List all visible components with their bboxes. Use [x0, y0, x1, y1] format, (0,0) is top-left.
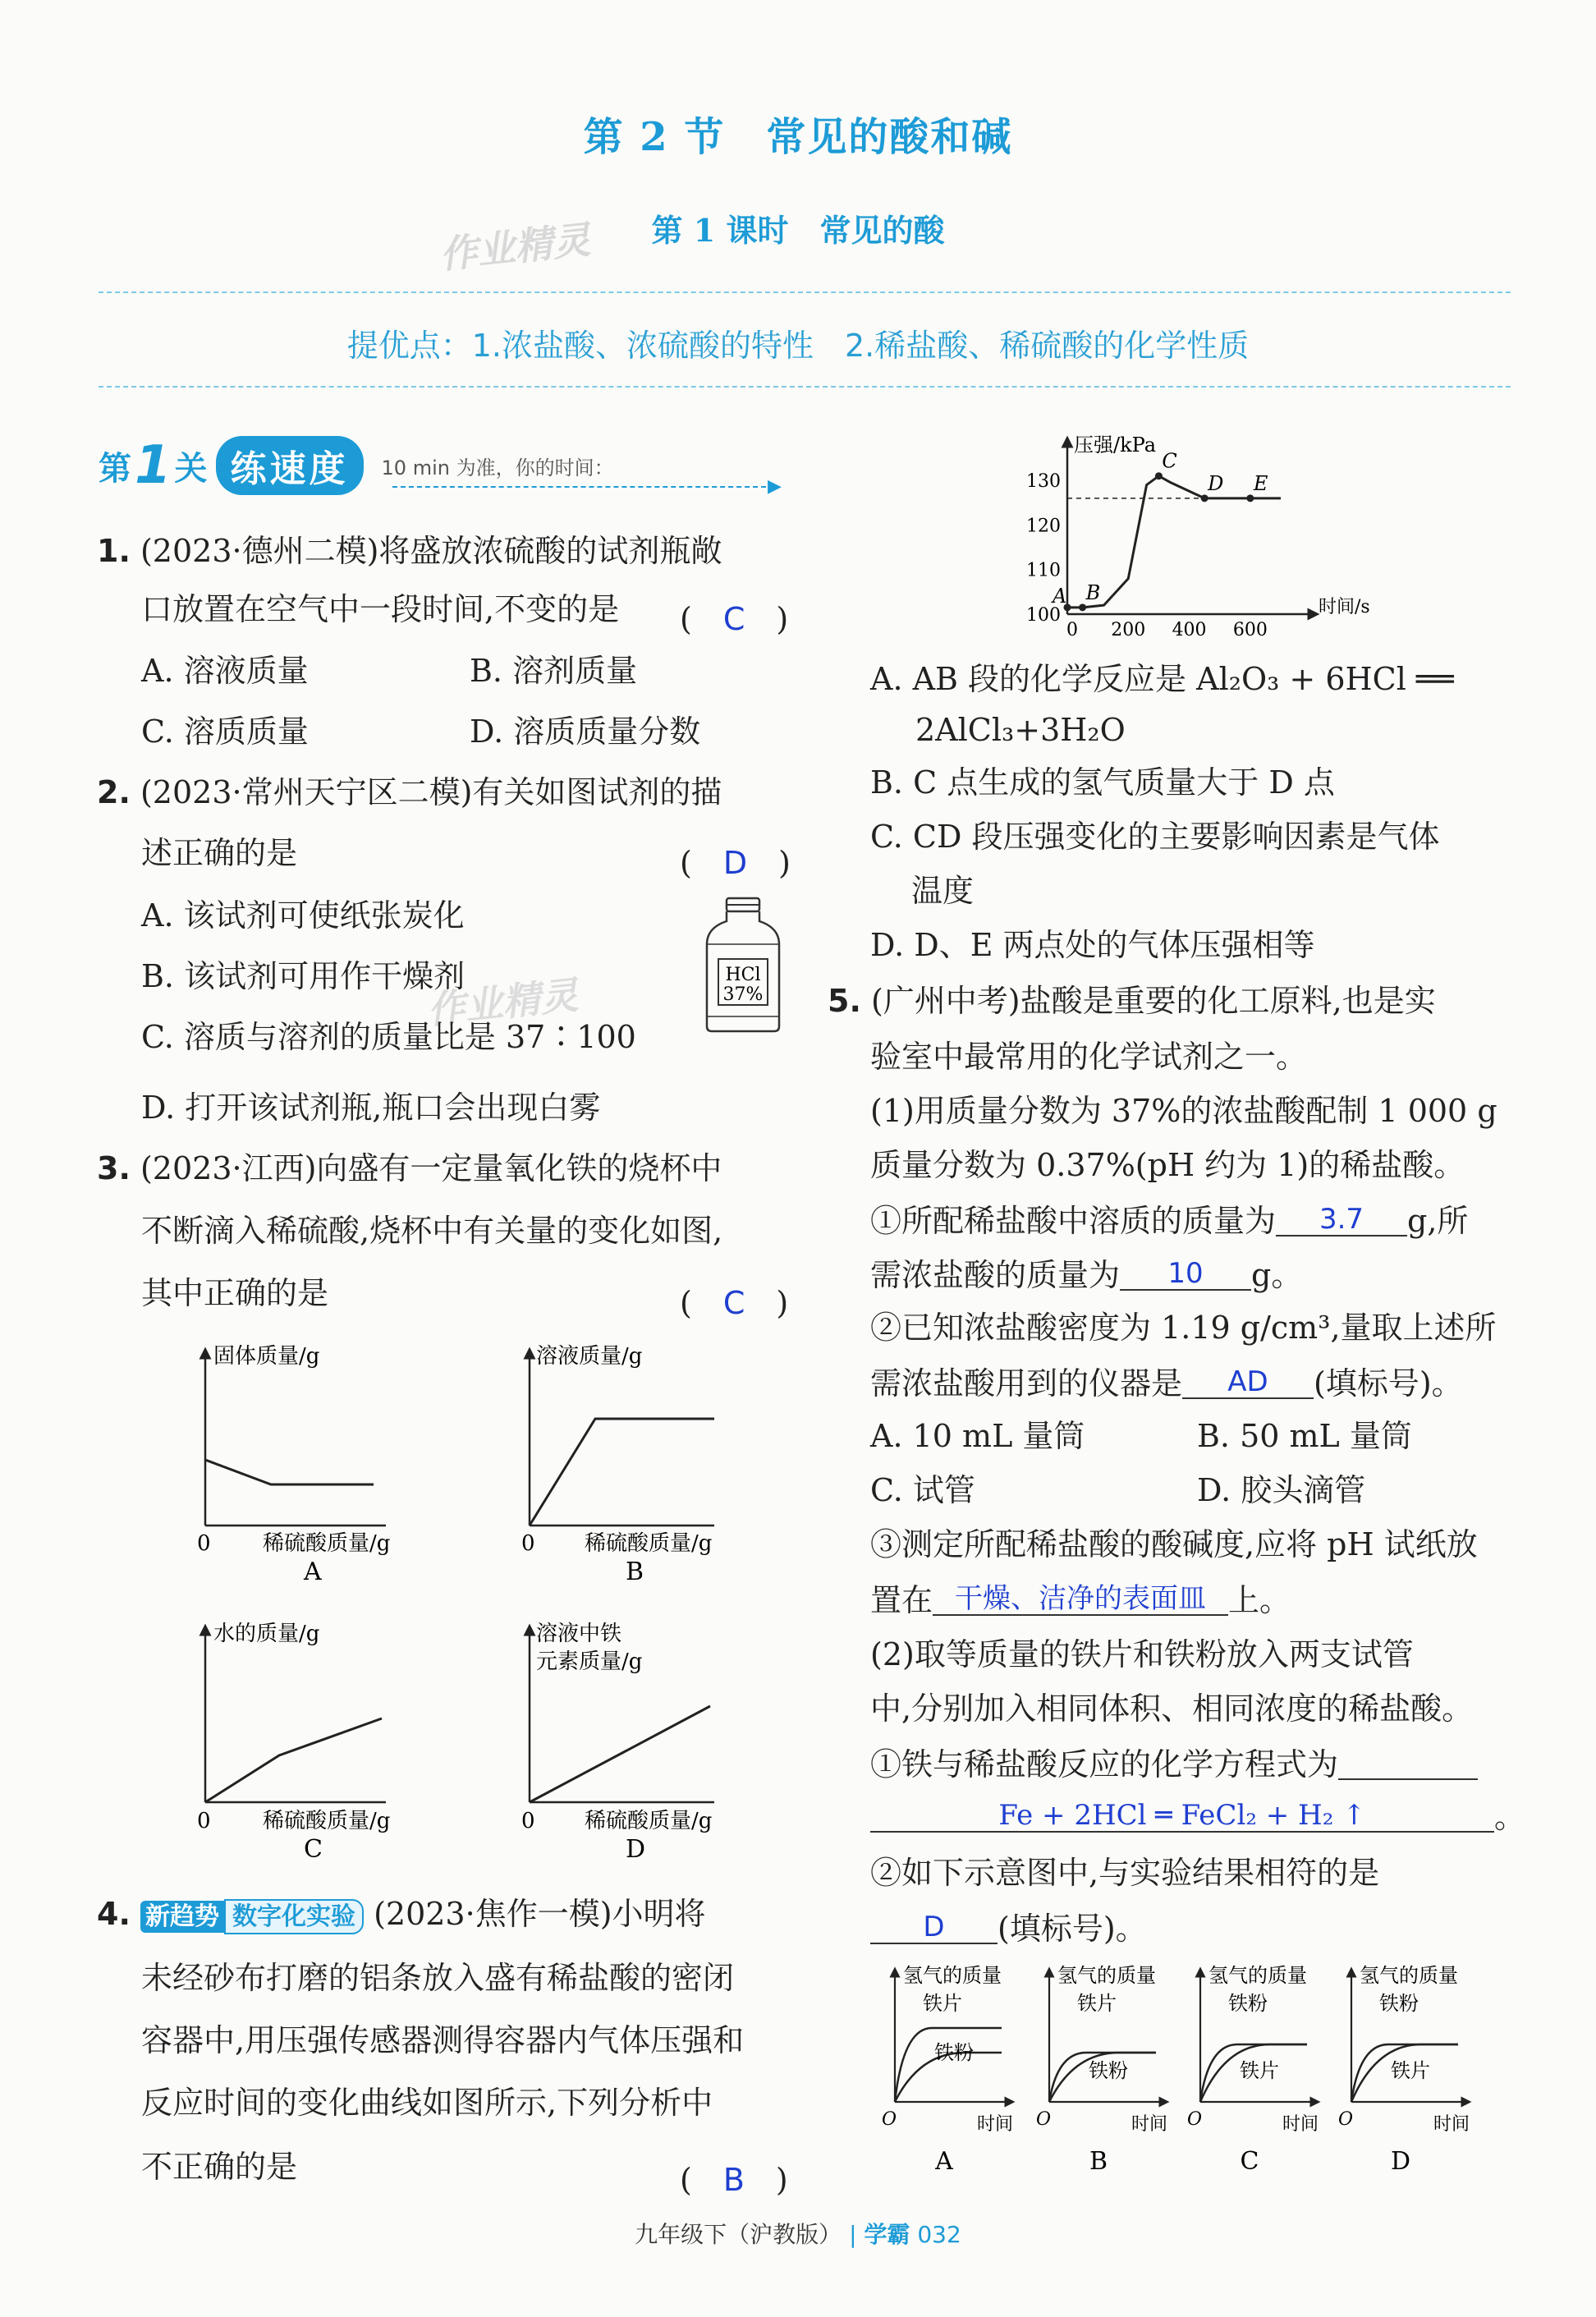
pchart-xtick: 400: [1172, 620, 1207, 640]
q3-graph-d-xlabel: 稀硫酸质量/g: [585, 1809, 713, 1833]
q3-graph-b-xlabel: 稀硫酸质量/g: [585, 1531, 713, 1556]
q3-graph-c: [197, 1622, 390, 1864]
q5-sub3-line1: ③测定所配稀盐酸的酸碱度,应将 pH 试纸放: [870, 1526, 1478, 1562]
q4-stem3: 容器中,用压强传感器测得容器内气体压强和: [141, 2022, 745, 2058]
q3-graph-c-xlabel: 稀硫酸质量/g: [263, 1809, 391, 1833]
h-graph-xlabel: 时间: [1131, 2114, 1168, 2135]
q4-answer: B: [722, 2162, 745, 2198]
footer-sep: |: [849, 2221, 857, 2248]
h-graph-ylabel: 氢气的质量: [1057, 1964, 1156, 1987]
timer-label: 10 min 为准，你的时间：: [381, 456, 614, 479]
q5-part1-line1: (1)用质量分数为 37%的浓盐酸配制 1 000 g: [870, 1093, 1497, 1129]
q1-stem1: (2023·德州二模)将盛放浓硫酸的试剂瓶敞: [140, 533, 722, 569]
q5-t2-answer: D: [870, 1911, 998, 1944]
q3-answer: C: [722, 1285, 745, 1321]
section-title: 第 2 节 常见的酸和碱: [583, 114, 1013, 160]
q5-t1-line2: [870, 1800, 1525, 1833]
q3-graph-c-letter: C: [304, 1835, 323, 1864]
q4-stem-line1: [97, 1898, 706, 1933]
q3-stem-line1: [97, 1150, 722, 1186]
pchart-ytick: 120: [1026, 516, 1061, 537]
q5-graphs: [870, 1962, 1527, 2176]
q2-stem-line1: [97, 774, 722, 810]
q3-graph-a-xlabel: 稀硫酸质量/g: [263, 1531, 391, 1556]
level-suffix: 关: [174, 449, 208, 488]
pchart-point: [1155, 472, 1163, 479]
q5-sub2-answer: AD: [1182, 1366, 1314, 1399]
q4-stem2: 未经砂布打磨的铝条放入盛有稀盐酸的密闭: [141, 1960, 735, 1996]
q4-stem1: (2023·焦作一模)小明将: [374, 1896, 706, 1932]
q2-answer-paren: ( D ): [680, 845, 791, 881]
q5-sub3-text: 置在: [870, 1582, 933, 1618]
pchart-point-label: B: [1085, 580, 1101, 604]
h-graph-letter: C: [1240, 2147, 1259, 2176]
q1-opt-b: B. 溶剂质量: [470, 653, 638, 689]
q3-graph-c-origin: 0: [197, 1809, 211, 1833]
q3-curve-d: [530, 1706, 710, 1802]
pchart-point: [1246, 494, 1254, 502]
q4-opt-c-line2: 温度: [911, 873, 975, 909]
q3-graph-a: [197, 1344, 390, 1586]
pchart-xlabel: 时间/s: [1319, 597, 1370, 617]
q5-t2-line1: ②如下示意图中,与实验结果相符的是: [870, 1855, 1380, 1891]
h-graph-top-label: 铁粉: [1379, 1992, 1419, 2015]
level-number: 1: [135, 435, 172, 496]
pchart-ylabel: 压强/kPa: [1074, 434, 1157, 457]
pchart-ytick: 110: [1026, 560, 1061, 581]
q4-opt-d: D. D、E 两点处的气体压强相等: [870, 927, 1315, 963]
q4-tag-digital: 数字化实验: [224, 1899, 364, 1934]
q3-number: 3.: [97, 1150, 131, 1186]
q5-part1-line2: 质量分数为 0.37%(pH 约为 1)的稀盐酸。: [870, 1147, 1465, 1183]
q3-stem2: 不断滴入稀硫酸,烧杯中有关量的变化如图,: [141, 1213, 723, 1249]
q2-opt-b: B. 该试剂可用作干燥剂: [141, 958, 466, 994]
h-graph-top-label: 铁片: [1077, 1992, 1117, 2015]
h-graph-origin: O: [882, 2109, 897, 2130]
q5-part2-line1: (2)取等质量的铁片和铁粉放入两支试管: [870, 1636, 1414, 1672]
watermark-2: 作业精灵: [424, 972, 580, 1033]
q3-graph-b-ylabel: 溶液质量/g: [536, 1344, 643, 1369]
h-graph-ylabel: 氢气的质量: [1360, 1964, 1458, 1987]
q3-graph-b: [521, 1344, 714, 1586]
q3-stem1: (2023·江西)向盛有一定量氧化铁的烧杯中: [140, 1150, 722, 1186]
h-graph-letter: D: [1390, 2147, 1411, 2176]
q4-opt-a-line2: 2AlCl₃+3H₂O: [915, 712, 1126, 748]
q5-stem1: (广州中考)盐酸是重要的化工原料,也是实: [870, 983, 1436, 1019]
pchart-xtick: 0: [1066, 620, 1078, 640]
q5-sub3-line2: [870, 1583, 1291, 1616]
q3-graph-c-ylabel: 水的质量/g: [213, 1622, 320, 1646]
q1-answer-paren: ( C ): [680, 601, 789, 637]
h-graph-curve-fast: [895, 2028, 1002, 2102]
q3-graph-a-letter: A: [304, 1558, 322, 1586]
q5-opt-a: A. 10 mL 量筒: [870, 1418, 1085, 1454]
q5-part2-line2: 中,分别加入相同体积、相同浓度的稀盐酸。: [870, 1691, 1474, 1727]
q5-t2-line2: [870, 1911, 1147, 1947]
bottle-label-formula: HCl: [725, 965, 761, 985]
q5-opt-d: D. 胶头滴管: [1197, 1472, 1366, 1508]
q5-sub2-tail: (填标号)。: [1314, 1365, 1463, 1402]
q1-stem2: 口放置在空气中一段时间,不变的是: [141, 591, 620, 627]
pchart-point: [1201, 494, 1208, 502]
q2-opt-d: D. 打开该试剂瓶,瓶口会出现白雾: [141, 1090, 601, 1126]
h-graph-letter: B: [1089, 2147, 1108, 2176]
pchart-ytick: 100: [1026, 605, 1061, 626]
pchart-point: [1079, 603, 1086, 611]
h-graph-xlabel: 时间: [1282, 2114, 1319, 2135]
footer: [0, 2217, 1596, 2250]
q2-stem2: 述正确的是: [141, 835, 298, 871]
q2-opt-c: C. 溶质与溶剂的质量比是 37∶100: [141, 1019, 636, 1055]
q5-t1-blank: [1338, 1747, 1478, 1780]
q5-sub1-line2: [870, 1258, 1302, 1291]
q1-opt-c: C. 溶质质量: [141, 713, 309, 750]
h-graph-bottom-label: 铁片: [1391, 2059, 1430, 2082]
q5-sub1-tail: g,所: [1407, 1203, 1469, 1239]
q5-t1-text: ①铁与稀盐酸反应的化学方程式为: [870, 1746, 1339, 1782]
q4-opt-c-line1: C. CD 段压强变化的主要影响因素是气体: [870, 819, 1440, 855]
q3-graph-d-origin: 0: [521, 1809, 535, 1833]
h-graph-origin: O: [1338, 2109, 1354, 2130]
q5-t1-answer: Fe + 2HCl ═ FeCl₂ + H₂ ↑: [870, 1800, 1494, 1833]
q2-number: 2.: [97, 774, 131, 810]
q5-sub1-text: ①所配稀盐酸中溶质的质量为: [870, 1203, 1277, 1239]
pchart-point-label: C: [1162, 449, 1177, 473]
level-badge: 练速度: [216, 436, 364, 495]
q3-graph-b-origin: 0: [521, 1531, 535, 1556]
h-graph-xlabel: 时间: [977, 2114, 1014, 2135]
footer-grade: 九年级下（沪教版）: [635, 2221, 842, 2248]
arrow-icon: ▶: [768, 476, 782, 497]
pchart-xtick: 200: [1111, 620, 1146, 640]
h-graph-top-label: 铁片: [923, 1992, 962, 2015]
bottle-label-percent: 37%: [722, 984, 764, 1005]
q1-answer: C: [722, 601, 745, 637]
h-graph-origin: O: [1187, 2109, 1203, 2130]
footer-page: 032: [917, 2221, 961, 2248]
h-graph-xlabel: 时间: [1433, 2114, 1470, 2135]
q3-graph-d: [521, 1622, 714, 1864]
h-graph-origin: O: [1036, 2109, 1052, 2130]
q3-graph-d-letter: D: [626, 1835, 646, 1864]
h-graph-bottom-label: 铁片: [1240, 2059, 1279, 2082]
q5-sub1-answer: 3.7: [1276, 1204, 1407, 1236]
q5-sub1b-answer: 10: [1120, 1258, 1251, 1291]
lesson-title: 第 1 课时 常见的酸: [651, 212, 945, 249]
q4-stem5: 不正确的是: [141, 2149, 298, 2185]
q2-answer: D: [722, 845, 748, 881]
q1-stem-line1: [97, 535, 722, 567]
h-graph-letter: A: [935, 2147, 953, 2176]
q5-number: 5.: [828, 983, 861, 1019]
q2-opt-a: A. 该试剂可使纸张炭化: [141, 897, 465, 934]
q4-opt-a-line1: A. AB 段的化学反应是 Al₂O₃ + 6HCl ══: [870, 661, 1454, 697]
level-prefix: 第: [99, 449, 131, 488]
q5-sub3-answer: 干燥、洁净的表面皿: [933, 1583, 1228, 1616]
q4-tag-trend: 新趋势: [140, 1901, 224, 1933]
q2-stem1: (2023·常州天宁区二模)有关如图试剂的描: [140, 774, 722, 810]
q3-graph-a-ylabel: 固体质量/g: [213, 1344, 320, 1369]
h-graph-bottom-label: 铁粉: [934, 2041, 974, 2064]
q5-sub3-tail: 上。: [1228, 1582, 1291, 1618]
q3-answer-paren: ( C ): [680, 1285, 789, 1321]
q5-sub1-line1: [870, 1203, 1469, 1239]
q3-stem3: 其中正确的是: [141, 1275, 329, 1311]
pchart-xtick: 600: [1232, 620, 1268, 640]
q3-graph-a-origin: 0: [197, 1531, 211, 1556]
timer-line: [392, 486, 774, 488]
q5-stem2: 验室中最常用的化学试剂之一。: [870, 1039, 1308, 1075]
q3-graph-d-ylabel1: 溶液中铁: [536, 1622, 622, 1646]
q5-sub2-line1: ②已知浓盐酸密度为 1.19 g/cm³,量取上述所: [870, 1310, 1497, 1346]
q5-stem-line1: [828, 983, 1436, 1019]
pchart-point-label: E: [1253, 471, 1268, 495]
q5-opt-c: C. 试管: [870, 1472, 975, 1508]
q5-sub2-text: 需浓盐酸用到的仪器是: [870, 1365, 1183, 1402]
q3-graph-b-letter: B: [626, 1558, 644, 1586]
q5-sub1b-tail: g。: [1251, 1257, 1303, 1293]
q1-number: 1.: [97, 533, 131, 569]
q1-opt-a: A. 溶液质量: [141, 653, 309, 689]
q5-sub2-line2: [870, 1365, 1463, 1402]
q4-opt-b: B. C 点生成的氢气质量大于 D 点: [870, 764, 1335, 801]
q5-opt-b: B. 50 mL 量筒: [1197, 1418, 1412, 1454]
h-graph-ylabel: 氢气的质量: [903, 1964, 1002, 1987]
divider-top: [99, 291, 1511, 293]
h-graph-ylabel: 氢气的质量: [1208, 1964, 1307, 1987]
h-graph-bottom-label: 铁粉: [1089, 2059, 1128, 2082]
q3-graphs: [181, 1338, 772, 1872]
q3-curve-c: [205, 1718, 382, 1802]
q4-pressure-chart: [1018, 427, 1370, 640]
pchart-ytick: 130: [1026, 471, 1061, 493]
q5-t1-tail: 。: [1494, 1799, 1526, 1835]
tips-line: 提优点：1.浓盐酸、浓硫酸的特性 2.稀盐酸、稀硫酸的化学性质: [346, 328, 1250, 364]
q3-curve-a: [205, 1460, 374, 1484]
h-graph-top-label: 铁粉: [1228, 1992, 1268, 2015]
q5-sub1b-text: 需浓盐酸的质量为: [870, 1257, 1121, 1293]
divider-bottom: [99, 386, 1511, 388]
q3-graph-d-ylabel2: 元素质量/g: [536, 1649, 643, 1674]
q5-t1-line1: [870, 1747, 1478, 1780]
reagent-bottle-icon: [702, 895, 784, 1035]
q4-number: 4.: [97, 1896, 131, 1932]
q1-opt-d: D. 溶质质量分数: [470, 713, 701, 750]
footer-brand: 学霸: [864, 2221, 910, 2248]
q3-curve-b: [530, 1419, 714, 1526]
pchart-point-label: D: [1208, 471, 1224, 495]
q5-t2-tail: (填标号)。: [998, 1911, 1147, 1947]
q4-stem4: 反应时间的变化曲线如图所示,下列分析中: [141, 2085, 713, 2121]
q4-answer-paren: ( B ): [680, 2162, 788, 2198]
pchart-point-label: A: [1053, 584, 1067, 608]
watermark: 作业精灵: [437, 217, 593, 278]
